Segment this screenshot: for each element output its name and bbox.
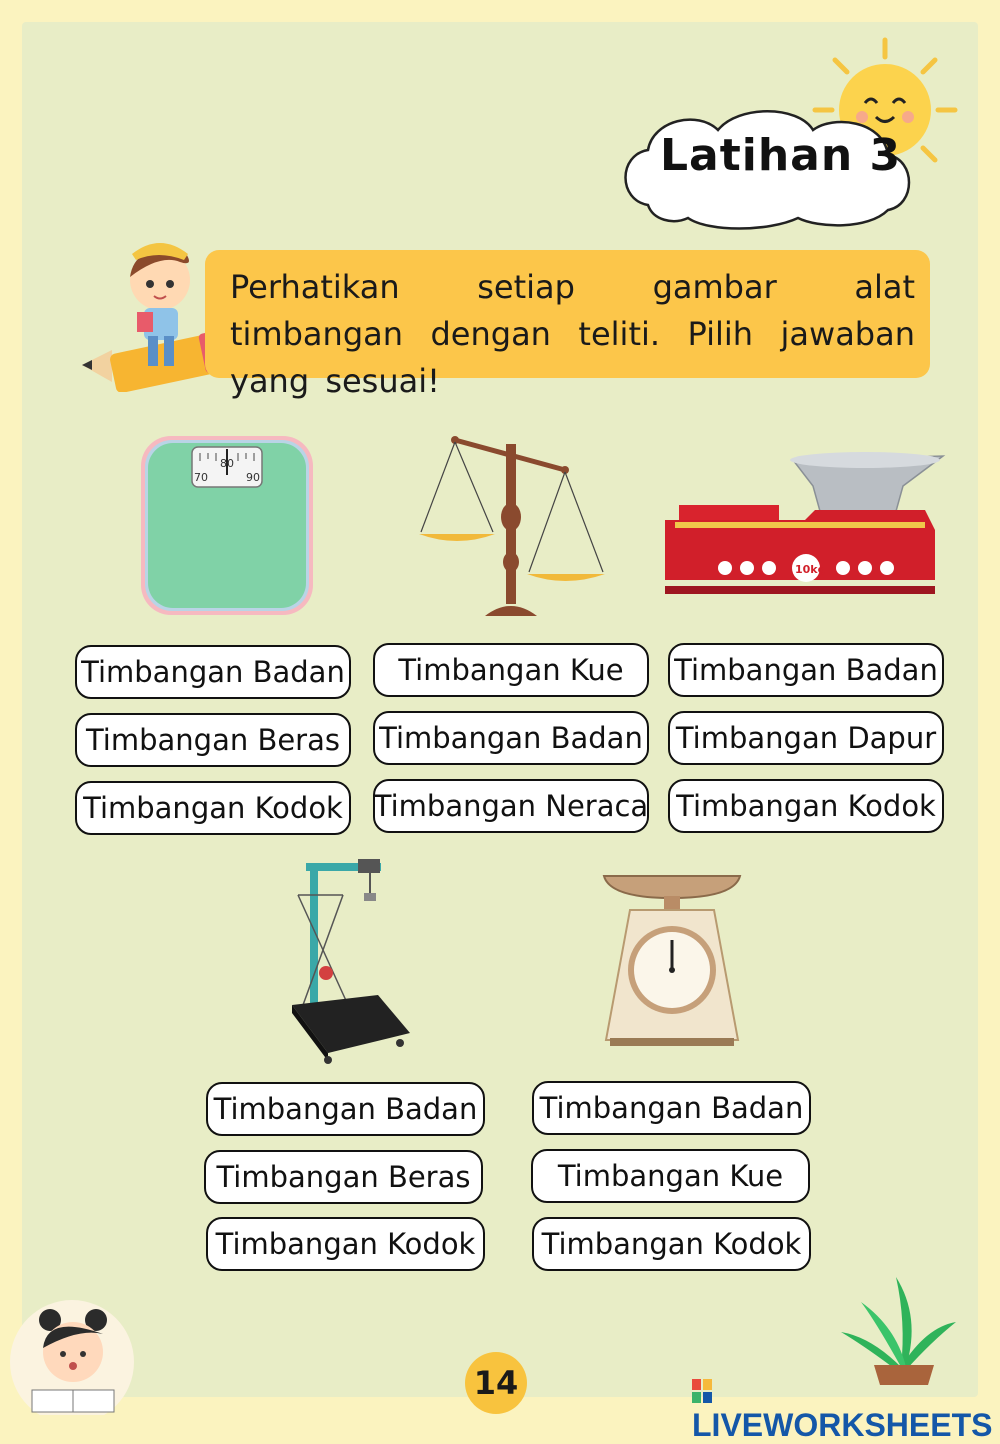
dial-label-70: 70 xyxy=(194,471,208,484)
brand-text: LIVEWORKSHEETS xyxy=(692,1407,993,1443)
option-q1-a[interactable]: Timbangan Badan xyxy=(75,645,351,699)
page-number: 14 xyxy=(465,1352,527,1414)
platform-scale-image xyxy=(288,855,418,1065)
dial-label-90: 90 xyxy=(246,471,260,484)
liveworksheets-logo-icon xyxy=(692,1379,712,1403)
option-q5-b[interactable]: Timbangan Kue xyxy=(531,1149,810,1203)
scale-weight-label: 10kg xyxy=(795,563,826,576)
page-title: Latihan 3 xyxy=(660,130,902,181)
instruction-text: Perhatikan setiap gambar alat timbangan dengan teliti. Pilih jawaban yang sesuai! xyxy=(230,268,915,400)
red-rice-scale-image xyxy=(665,450,947,600)
option-q2-c[interactable]: Timbangan Neraca xyxy=(373,779,649,833)
kitchen-scale-image xyxy=(600,870,745,1050)
option-q3-a[interactable]: Timbangan Badan xyxy=(668,643,944,697)
bathroom-scale-image xyxy=(138,433,316,618)
option-q3-b[interactable]: Timbangan Dapur xyxy=(668,711,944,765)
option-q2-a[interactable]: Timbangan Kue xyxy=(373,643,649,697)
plant-illustration xyxy=(836,1275,966,1385)
option-q3-c[interactable]: Timbangan Kodok xyxy=(668,779,944,833)
option-q5-a[interactable]: Timbangan Badan xyxy=(532,1081,811,1135)
girl-studying-illustration xyxy=(2,1290,172,1415)
option-q1-c[interactable]: Timbangan Kodok xyxy=(75,781,351,835)
footer-brand xyxy=(692,1370,1000,1444)
option-q4-a[interactable]: Timbangan Badan xyxy=(206,1082,485,1136)
option-q4-c[interactable]: Timbangan Kodok xyxy=(206,1217,485,1271)
balance-scale-image xyxy=(415,432,610,622)
option-q2-b[interactable]: Timbangan Badan xyxy=(373,711,649,765)
option-q1-b[interactable]: Timbangan Beras xyxy=(75,713,351,767)
option-q5-c[interactable]: Timbangan Kodok xyxy=(532,1217,811,1271)
dial-label-80: 80 xyxy=(220,457,234,470)
option-q4-b[interactable]: Timbangan Beras xyxy=(204,1150,483,1204)
